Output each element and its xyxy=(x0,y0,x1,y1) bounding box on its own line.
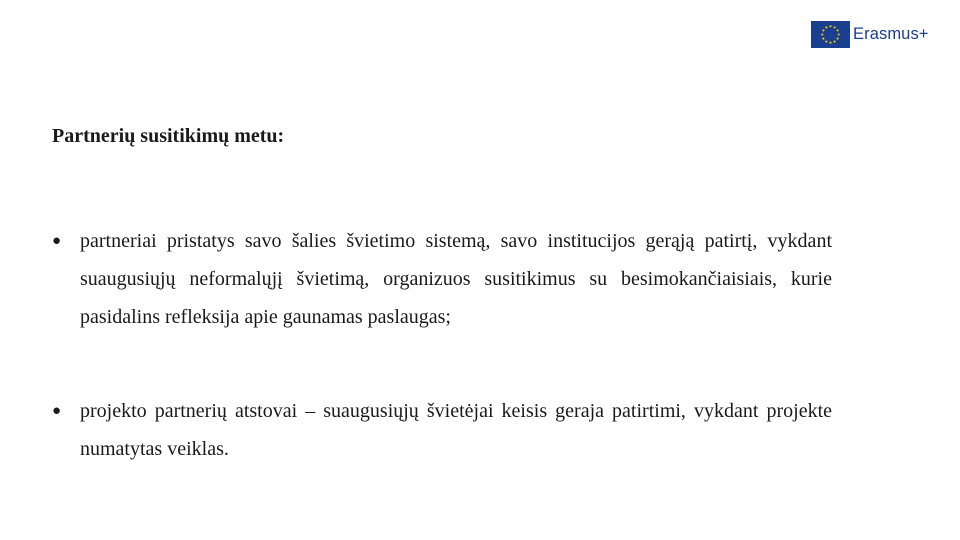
bullet-item-experience-exchange xyxy=(52,392,832,468)
logo-text: Erasmus+ xyxy=(853,24,929,43)
bullet-marker: ● xyxy=(52,233,62,249)
section-heading: Partnerių susitikimų metu: xyxy=(52,125,285,147)
flag-star xyxy=(829,41,831,43)
flag-star xyxy=(829,25,831,27)
flag-star xyxy=(821,33,823,35)
flag-star xyxy=(825,40,827,42)
flag-star xyxy=(837,37,839,39)
eu-flag-icon xyxy=(811,21,850,48)
flag-star xyxy=(837,29,839,31)
erasmus-logo xyxy=(811,20,929,48)
flag-star xyxy=(822,37,824,39)
flag-star xyxy=(825,26,827,28)
bullet-item-partners-presentation xyxy=(52,222,832,336)
flag-star xyxy=(834,40,836,42)
flag-star xyxy=(834,26,836,28)
bullet-marker: ● xyxy=(52,403,62,419)
bullet-text: partneriai pristatys savo šalies švietimo sistemą, savo institucijos gerąją patirtį, vykdant suaugusiųjų neformalųjį švietimą, organizuos susitikimus su besimokančiaisiais, kurie pasidalins refleksija apie gaunamas paslaugas; xyxy=(80,230,832,328)
flag-star xyxy=(838,33,840,35)
bullet-text: projekto partnerių atstovai – suaugusiųjų švietėjai keisis geraja patirtimi, vykdant projekte numatytas veiklas. xyxy=(80,400,832,460)
flag-star xyxy=(822,29,824,31)
